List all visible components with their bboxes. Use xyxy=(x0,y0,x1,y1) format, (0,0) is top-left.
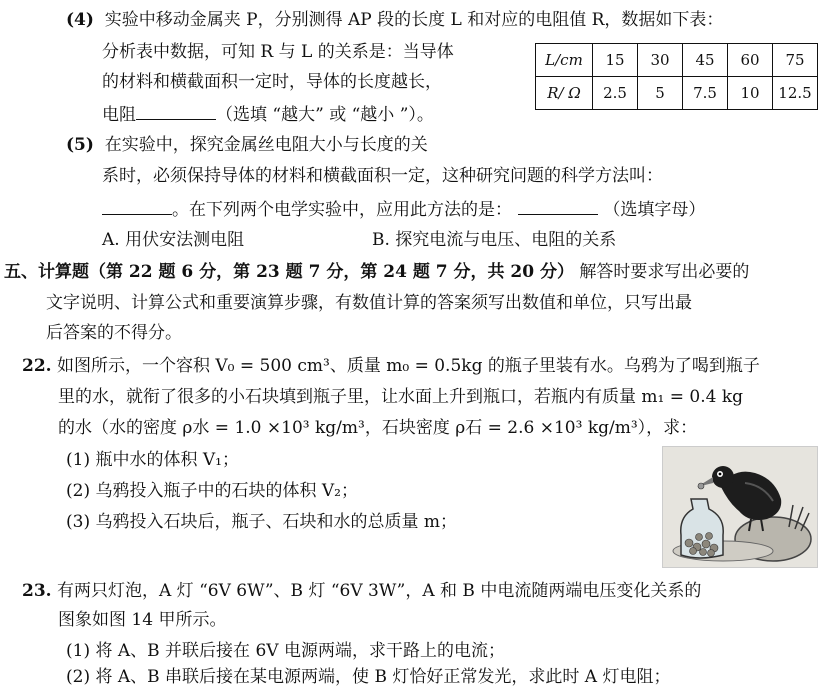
crow-bottle-illustration xyxy=(662,446,818,568)
table-cell: 5 xyxy=(638,77,683,110)
q4-line2: 分析表中数据，可知 R 与 L 的关系是：当导体 xyxy=(102,42,454,62)
q5-method-blank[interactable] xyxy=(102,196,172,215)
q22-sub2: (2) 乌鸦投入瓶子中的石块的体积 V₂； xyxy=(66,481,358,501)
section5-line1 xyxy=(4,260,749,284)
section5-title: 计算题（第 22 题 6 分，第 23 题 7 分，第 24 题 7 分，共 20 分） xyxy=(38,262,574,282)
q5-text-1: 在实验中，探究金属丝电阻大小与长度的关 xyxy=(104,135,428,155)
q23-sub1: (1) 将 A、B 并联后接在 6V 电源两端，求干路上的电流； xyxy=(66,641,505,661)
q22-sub3: (3) 乌鸦投入石块后，瓶子、石块和水的总质量 m； xyxy=(66,512,458,532)
q23-sub2: (2) 将 A、B 串联后接在某电源两端，使 B 灯恰好正常发光，求此时 A 灯电阻； xyxy=(66,667,671,687)
q4-line3: 的材料和横截面积一定时，导体的长度越长， xyxy=(102,72,442,92)
q22-line1 xyxy=(22,354,760,378)
q5-line1 xyxy=(66,133,428,157)
q4-text-4b: （选填 “越大” 或 “越小 ”）。 xyxy=(216,105,434,125)
length-resistance-table xyxy=(535,43,818,110)
q23-line1 xyxy=(22,579,701,603)
q5-number: (5) xyxy=(66,135,94,155)
q23-number: 23. xyxy=(22,581,52,601)
table-header-cell: R/ Ω xyxy=(536,77,593,110)
table-cell: 45 xyxy=(683,44,728,77)
table-row xyxy=(536,44,818,77)
table-row xyxy=(536,77,818,110)
table-cell: 10 xyxy=(728,77,773,110)
q5-option-b: B. 探究电流与电压、电阻的关系 xyxy=(372,230,617,250)
table-cell: 30 xyxy=(638,44,683,77)
table-cell: 15 xyxy=(593,44,638,77)
q4-line4 xyxy=(102,101,434,127)
q22-text-1: 如图所示，一个容积 V₀ = 500 cm³、质量 m₀ = 0.5kg 的瓶子里装有水。乌鸦为了喝到瓶子 xyxy=(56,356,760,376)
q23-text-1: 有两只灯泡，A 灯 “6V 6W”、B 灯 “6V 3W”，A 和 B 中电流随两端电压变化关系的 xyxy=(56,581,702,601)
q5-line2: 系时，必须保持导体的材料和横截面积一定，这种研究问题的科学方法叫： xyxy=(102,166,663,186)
q22-line3: 的水（水的密度 ρ水 = 1.0 ×10³ kg/m³，石块密度 ρ石 = 2.6 ×10³ kg/m³），求： xyxy=(58,418,698,438)
q5-option-a: A. 用伏安法测电阻 xyxy=(102,230,245,250)
q4-number: (4) xyxy=(66,10,94,30)
table-cell: 75 xyxy=(773,44,818,77)
q22-line2: 里的水，就衔了很多的小石块填到瓶子里，让水面上升到瓶口，若瓶内有质量 m₁ = 0.4 kg xyxy=(58,387,744,407)
section5-number: 五、 xyxy=(4,262,38,282)
q5-text-3b: （选填字母） xyxy=(603,200,706,220)
q22-number: 22. xyxy=(22,356,52,376)
table-cell: 12.5 xyxy=(773,77,818,110)
table-header-cell: L/cm xyxy=(536,44,593,77)
table-cell: 2.5 xyxy=(593,77,638,110)
q4-text-4a: 电阻 xyxy=(102,105,136,125)
q4-answer-blank[interactable] xyxy=(136,101,216,120)
crow-icon xyxy=(663,447,817,567)
section5-rest: 解答时要求写出必要的 xyxy=(579,262,750,282)
q23-line2: 图象如图 14 甲所示。 xyxy=(58,610,227,630)
q5-choice-blank[interactable] xyxy=(518,196,598,215)
section5-line2: 文字说明、计算公式和重要演算步骤，有数值计算的答案须写出数值和单位，只写出最 xyxy=(46,293,692,313)
section5-line3: 后答案的不得分。 xyxy=(46,323,182,343)
q5-text-3a: 。在下列两个电学实验中，应用此方法的是： xyxy=(172,200,512,220)
q5-line3 xyxy=(102,196,705,222)
q4-line1 xyxy=(66,8,723,32)
table-cell: 60 xyxy=(728,44,773,77)
q22-sub1: (1) 瓶中水的体积 V₁； xyxy=(66,450,239,470)
table-cell: 7.5 xyxy=(683,77,728,110)
q4-text-1: 实验中移动金属夹 P，分别测得 AP 段的长度 L 和对应的电阻值 R，数据如下表： xyxy=(104,10,724,30)
